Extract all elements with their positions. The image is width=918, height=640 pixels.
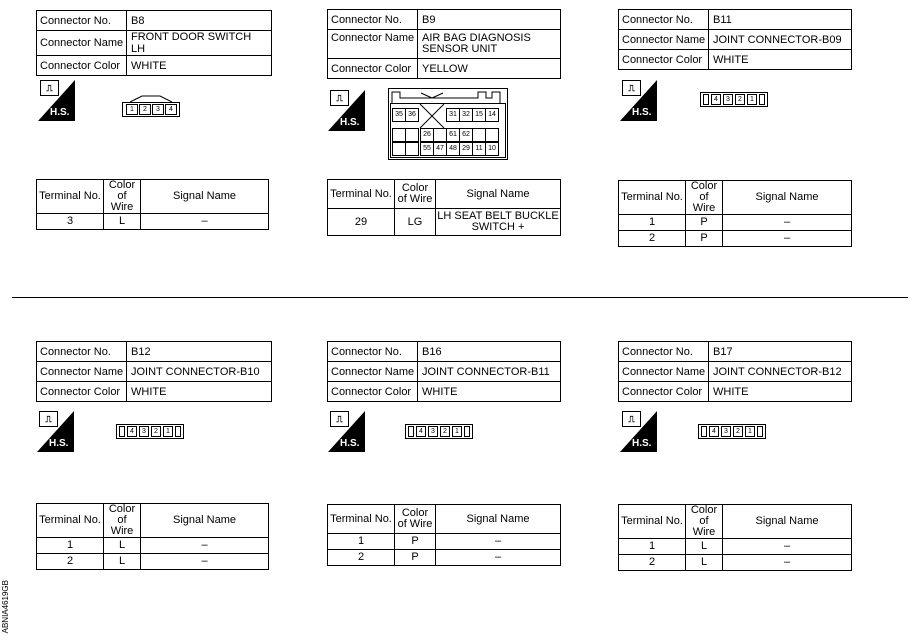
connector-info-table: [36, 341, 272, 402]
pin-3: 3: [152, 104, 164, 115]
signal-name-cell: –: [141, 538, 269, 554]
connector-name-label: Connector Name: [328, 362, 418, 382]
color-of-wire-header: Color of Wire: [104, 504, 141, 538]
terminal-table: [36, 179, 269, 230]
pin-2: 2: [440, 426, 450, 437]
terminal-block-b12: [36, 503, 272, 570]
signal-name-cell: –: [436, 534, 561, 550]
connector-info-table: [327, 341, 561, 402]
connector-name-label: Connector Name: [328, 30, 418, 59]
connector-color-value: WHITE: [418, 382, 561, 402]
pin-47: 47: [433, 142, 447, 156]
terminal-no-cell: 2: [619, 231, 686, 247]
pin-4: 4: [127, 426, 137, 437]
connector-no-label: Connector No.: [37, 342, 127, 362]
table-row: [619, 555, 852, 571]
signal-name-header: Signal Name: [436, 180, 561, 209]
pin-1: 1: [745, 426, 755, 437]
terminal-block-b16: [327, 504, 563, 566]
connector-no-label: Connector No.: [328, 342, 418, 362]
connector-name-value: AIR BAG DIAGNOSIS SENSOR UNIT: [418, 30, 561, 59]
pin-2: 2: [139, 104, 151, 115]
harness-side-icon: ⎍ H.S.: [38, 80, 75, 121]
harness-side-icon: ⎍ H.S.: [620, 411, 657, 452]
terminal-no-cell: 3: [37, 214, 104, 230]
color-of-wire-header: Color of Wire: [686, 505, 723, 539]
table-row: [328, 534, 561, 550]
connector-no-label: Connector No.: [619, 10, 709, 30]
color-of-wire-header: Color of Wire: [395, 505, 436, 534]
pin-14: 14: [485, 108, 499, 122]
color-of-wire-header: Color of Wire: [395, 180, 436, 209]
terminal-table: [36, 503, 269, 570]
connector-color-label: Connector Color: [37, 382, 127, 402]
terminal-no-header: Terminal No.: [37, 180, 104, 214]
connector-face-b11: [700, 92, 768, 107]
signal-name-cell: –: [141, 554, 269, 570]
terminal-no-header: Terminal No.: [619, 181, 686, 215]
color-of-wire-header: Color of Wire: [104, 180, 141, 214]
wire-color-cell: L: [686, 539, 723, 555]
table-row: [37, 538, 269, 554]
pin-26: 26: [420, 128, 434, 142]
connector-no-value: B16: [418, 342, 561, 362]
connector-info-table: [618, 341, 852, 402]
connector-block-b12: [36, 341, 272, 402]
connector-color-label: Connector Color: [619, 50, 709, 70]
connector-color-value: WHITE: [709, 50, 852, 70]
pin-15: 15: [472, 108, 486, 122]
connector-face-b8: [122, 95, 180, 117]
hs-label: H.S.: [632, 438, 652, 449]
pin-48: 48: [446, 142, 460, 156]
pin-32: 32: [459, 108, 473, 122]
signal-name-cell: –: [141, 214, 269, 230]
pin-1: 1: [126, 104, 138, 115]
hs-label: H.S.: [50, 107, 70, 118]
signal-name-cell: –: [723, 539, 852, 555]
terminal-no-header: Terminal No.: [619, 505, 686, 539]
connector-color-value: WHITE: [127, 56, 272, 76]
pin-2: 2: [151, 426, 161, 437]
pin-36: 36: [405, 108, 419, 122]
terminal-no-header: Terminal No.: [328, 180, 395, 209]
connector-block-b9: [327, 9, 563, 79]
harness-side-icon: ⎍ H.S.: [328, 90, 365, 131]
pin-2: 2: [733, 426, 743, 437]
terminal-no-cell: 1: [619, 539, 686, 555]
signal-name-header: Signal Name: [141, 180, 269, 214]
connector-no-label: Connector No.: [328, 10, 418, 30]
connector-face-b12: [116, 424, 184, 439]
terminal-no-cell: 1: [37, 538, 104, 554]
connector-name-value: FRONT DOOR SWITCH LH: [127, 31, 272, 56]
connector-name-label: Connector Name: [37, 31, 127, 56]
signal-name-header: Signal Name: [436, 505, 561, 534]
table-row: [619, 539, 852, 555]
pin-1: 1: [747, 94, 757, 105]
wire-color-cell: L: [104, 538, 141, 554]
wire-color-cell: LG: [395, 209, 436, 236]
pin-10: 10: [485, 142, 499, 156]
connector-color-label: Connector Color: [328, 382, 418, 402]
terminal-no-cell: 2: [37, 554, 104, 570]
terminal-no-cell: 29: [328, 209, 395, 236]
signal-name-header: Signal Name: [723, 181, 852, 215]
wire-color-cell: P: [395, 550, 436, 566]
table-row: [619, 215, 852, 231]
connector-color-value: WHITE: [127, 382, 272, 402]
pin-62: 62: [459, 128, 473, 142]
terminal-block-b11: [618, 180, 854, 247]
signal-name-cell: –: [723, 231, 852, 247]
terminal-table: [618, 180, 852, 247]
pin-4: 4: [709, 426, 719, 437]
connector-face-b9: [388, 88, 508, 160]
terminal-block-b17: [618, 504, 854, 571]
connector-color-label: Connector Color: [619, 382, 709, 402]
terminal-no-header: Terminal No.: [328, 505, 395, 534]
table-row: [37, 214, 269, 230]
connector-info-table: [618, 9, 852, 70]
signal-name-cell: –: [723, 215, 852, 231]
terminal-no-cell: 1: [328, 534, 395, 550]
pin-4: 4: [416, 426, 426, 437]
pin-4: 4: [165, 104, 177, 115]
pin-1: 1: [163, 426, 173, 437]
signal-name-cell: –: [436, 550, 561, 566]
pin-11: 11: [472, 142, 486, 156]
pin-3: 3: [721, 426, 731, 437]
connector-face-b17: [698, 424, 766, 439]
wire-color-cell: P: [686, 215, 723, 231]
signal-name-cell: –: [723, 555, 852, 571]
connector-name-value: JOINT CONNECTOR-B12: [709, 362, 852, 382]
table-row: [37, 554, 269, 570]
connector-info-table: [36, 10, 272, 76]
hs-label: H.S.: [49, 438, 69, 449]
wire-color-cell: L: [104, 554, 141, 570]
hs-label: H.S.: [340, 117, 360, 128]
connector-no-value: B12: [127, 342, 272, 362]
pin-3: 3: [139, 426, 149, 437]
terminal-no-cell: 1: [619, 215, 686, 231]
signal-name-header: Signal Name: [141, 504, 269, 538]
pin-61: 61: [446, 128, 460, 142]
connector-name-label: Connector Name: [619, 30, 709, 50]
connector-no-label: Connector No.: [619, 342, 709, 362]
connector-no-label: Connector No.: [37, 11, 127, 31]
connector-name-value: JOINT CONNECTOR-B10: [127, 362, 272, 382]
wire-color-cell: P: [395, 534, 436, 550]
pin-29: 29: [459, 142, 473, 156]
wire-color-cell: L: [686, 555, 723, 571]
wire-color-cell: P: [686, 231, 723, 247]
signal-name-header: Signal Name: [723, 505, 852, 539]
terminal-block-b8: [36, 179, 272, 230]
connector-name-value: JOINT CONNECTOR-B11: [418, 362, 561, 382]
connector-color-value: YELLOW: [418, 59, 561, 79]
hs-label: H.S.: [632, 107, 652, 118]
connector-block-b8: [36, 10, 272, 76]
wire-color-cell: L: [104, 214, 141, 230]
connector-color-label: Connector Color: [37, 56, 127, 76]
pin-4: 4: [711, 94, 721, 105]
pin-55: 55: [420, 142, 434, 156]
color-of-wire-header: Color of Wire: [686, 181, 723, 215]
connector-color-label: Connector Color: [328, 59, 418, 79]
table-row: [328, 209, 561, 236]
connector-face-b16: [405, 424, 473, 439]
signal-name-cell: LH SEAT BELT BUCKLE SWITCH +: [436, 209, 561, 236]
harness-side-icon: ⎍ H.S.: [37, 411, 74, 452]
section-divider: [12, 297, 908, 298]
terminal-no-header: Terminal No.: [37, 504, 104, 538]
terminal-no-cell: 2: [328, 550, 395, 566]
connector-no-value: B11: [709, 10, 852, 30]
hs-label: H.S.: [340, 438, 360, 449]
pin-2: 2: [735, 94, 745, 105]
connector-no-value: B17: [709, 342, 852, 362]
connector-name-label: Connector Name: [37, 362, 127, 382]
connector-block-b11: [618, 9, 854, 70]
connector-block-b17: [618, 341, 854, 402]
connector-color-value: WHITE: [709, 382, 852, 402]
terminal-table: [327, 504, 561, 566]
pin-3: 3: [723, 94, 733, 105]
harness-side-icon: ⎍ H.S.: [620, 80, 657, 121]
pin-35: 35: [392, 108, 406, 122]
connector-no-value: B8: [127, 11, 272, 31]
terminal-table: [618, 504, 852, 571]
connector-name-value: JOINT CONNECTOR-B09: [709, 30, 852, 50]
pin-3: 3: [428, 426, 438, 437]
terminal-block-b9: [327, 179, 563, 236]
pin-1: 1: [452, 426, 462, 437]
connector-info-table: [327, 9, 561, 79]
pin-31: 31: [446, 108, 460, 122]
table-row: [328, 550, 561, 566]
terminal-table: [327, 179, 561, 236]
connector-block-b16: [327, 341, 563, 402]
table-row: [619, 231, 852, 247]
document-code: ABNIA4619GB: [1, 580, 10, 634]
connector-name-label: Connector Name: [619, 362, 709, 382]
terminal-no-cell: 2: [619, 555, 686, 571]
connector-no-value: B9: [418, 10, 561, 30]
harness-side-icon: ⎍ H.S.: [328, 411, 365, 452]
